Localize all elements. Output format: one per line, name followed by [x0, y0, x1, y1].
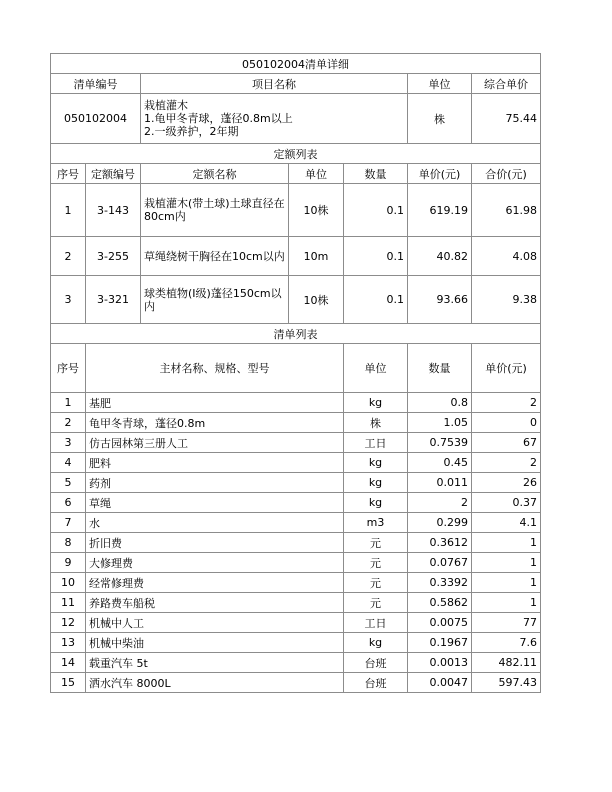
materials-row	[51, 673, 541, 693]
quota-section-title: 定额列表	[51, 144, 541, 164]
materials-cell: 11	[51, 593, 86, 613]
materials-cell: 597.43	[472, 673, 541, 693]
quota-cell: 草绳绕树干胸径在10cm以内	[141, 237, 289, 276]
header-price: 综合单价	[472, 74, 541, 94]
quota-cell: 9.38	[472, 276, 541, 324]
materials-cell: m3	[344, 513, 408, 533]
quota-cell: 0.1	[344, 184, 408, 237]
materials-cell: 1	[51, 393, 86, 413]
materials-cell: 13	[51, 633, 86, 653]
materials-cell: 67	[472, 433, 541, 453]
quota-cell: 2	[51, 237, 86, 276]
materials-cell: 机械中柴油	[86, 633, 344, 653]
quota-header-cell: 合价(元)	[472, 164, 541, 184]
item-unit: 株	[408, 94, 472, 144]
materials-cell: 77	[472, 613, 541, 633]
materials-header-cell: 单位	[344, 344, 408, 393]
materials-cell: 工日	[344, 613, 408, 633]
materials-rows	[51, 393, 541, 693]
quota-cell: 0.1	[344, 276, 408, 324]
materials-row	[51, 513, 541, 533]
quota-cell: 1	[51, 184, 86, 237]
materials-cell: kg	[344, 473, 408, 493]
quota-header-cell: 单价(元)	[408, 164, 472, 184]
materials-header-cell: 单价(元)	[472, 344, 541, 393]
quota-row	[51, 237, 541, 276]
materials-cell: 台班	[344, 653, 408, 673]
materials-cell: 0.0013	[408, 653, 472, 673]
materials-cell: 0.0075	[408, 613, 472, 633]
materials-cell: 1	[472, 573, 541, 593]
header-code: 清单编号	[51, 74, 141, 94]
materials-row	[51, 413, 541, 433]
quota-header-cell: 数量	[344, 164, 408, 184]
materials-cell: 2	[472, 453, 541, 473]
quota-header-row	[51, 164, 541, 184]
materials-cell: 元	[344, 533, 408, 553]
materials-cell: 3	[51, 433, 86, 453]
materials-cell: 载重汽车 5t	[86, 653, 344, 673]
materials-cell: 洒水汽车 8000L	[86, 673, 344, 693]
materials-cell: 10	[51, 573, 86, 593]
table-title: 050102004清单详细	[51, 54, 541, 74]
item-code: 050102004	[51, 94, 141, 144]
quota-cell: 栽植灌木(带土球)土球直径在80cm内	[141, 184, 289, 237]
materials-cell: 0.3612	[408, 533, 472, 553]
quota-row	[51, 184, 541, 237]
materials-cell: 1	[472, 553, 541, 573]
materials-cell: 草绳	[86, 493, 344, 513]
quota-cell: 3-255	[86, 237, 141, 276]
materials-cell: 机械中人工	[86, 613, 344, 633]
materials-cell: 0.011	[408, 473, 472, 493]
materials-cell: 2	[51, 413, 86, 433]
materials-row	[51, 533, 541, 553]
header-name: 项目名称	[141, 74, 408, 94]
materials-cell: kg	[344, 493, 408, 513]
materials-cell: 0.299	[408, 513, 472, 533]
materials-cell: 工日	[344, 433, 408, 453]
materials-cell: 12	[51, 613, 86, 633]
materials-cell: 基肥	[86, 393, 344, 413]
bill-detail-table	[50, 53, 541, 693]
materials-cell: 4.1	[472, 513, 541, 533]
materials-header-cell: 序号	[51, 344, 86, 393]
materials-cell: 株	[344, 413, 408, 433]
quota-cell: 40.82	[408, 237, 472, 276]
materials-row	[51, 493, 541, 513]
materials-cell: 9	[51, 553, 86, 573]
materials-header-cell: 主材名称、规格、型号	[86, 344, 344, 393]
materials-row	[51, 473, 541, 493]
materials-row	[51, 393, 541, 413]
materials-cell: 养路费车船税	[86, 593, 344, 613]
materials-cell: 1	[472, 593, 541, 613]
materials-cell: 1	[472, 533, 541, 553]
quota-cell: 0.1	[344, 237, 408, 276]
materials-cell: 元	[344, 553, 408, 573]
materials-cell: 7	[51, 513, 86, 533]
materials-cell: 2	[408, 493, 472, 513]
materials-cell: 0.8	[408, 393, 472, 413]
quota-cell: 3-321	[86, 276, 141, 324]
materials-cell: 2	[472, 393, 541, 413]
materials-cell: kg	[344, 453, 408, 473]
materials-cell: 0.0047	[408, 673, 472, 693]
materials-cell: 5	[51, 473, 86, 493]
materials-cell: kg	[344, 393, 408, 413]
materials-cell: 经常修理费	[86, 573, 344, 593]
materials-header-cell: 数量	[408, 344, 472, 393]
materials-cell: 4	[51, 453, 86, 473]
materials-cell: 1.05	[408, 413, 472, 433]
quota-cell: 4.08	[472, 237, 541, 276]
quota-header-cell: 定额编号	[86, 164, 141, 184]
materials-section-title: 清单列表	[51, 324, 541, 344]
materials-cell: 元	[344, 573, 408, 593]
quota-row	[51, 276, 541, 324]
materials-cell: 0	[472, 413, 541, 433]
materials-cell: 元	[344, 593, 408, 613]
quota-cell: 10m	[289, 237, 344, 276]
materials-row	[51, 653, 541, 673]
materials-cell: 折旧费	[86, 533, 344, 553]
materials-header-row	[51, 344, 541, 393]
materials-cell: 0.5862	[408, 593, 472, 613]
materials-cell: 仿古园林第三册人工	[86, 433, 344, 453]
quota-cell: 619.19	[408, 184, 472, 237]
materials-row	[51, 553, 541, 573]
materials-row	[51, 433, 541, 453]
quota-header-cell: 序号	[51, 164, 86, 184]
quota-cell: 10株	[289, 276, 344, 324]
quota-header-cell: 单位	[289, 164, 344, 184]
item-price: 75.44	[472, 94, 541, 144]
materials-cell: 0.37	[472, 493, 541, 513]
quota-cell: 球类植物(I级)蓬径150cm以内	[141, 276, 289, 324]
materials-row	[51, 453, 541, 473]
materials-cell: 0.1967	[408, 633, 472, 653]
materials-cell: 0.45	[408, 453, 472, 473]
materials-cell: 8	[51, 533, 86, 553]
header-unit: 单位	[408, 74, 472, 94]
materials-cell: 大修理费	[86, 553, 344, 573]
materials-cell: 药剂	[86, 473, 344, 493]
materials-row	[51, 633, 541, 653]
quota-header-cell: 定额名称	[141, 164, 289, 184]
materials-cell: 26	[472, 473, 541, 493]
materials-cell: 15	[51, 673, 86, 693]
materials-cell: 7.6	[472, 633, 541, 653]
quota-cell: 10株	[289, 184, 344, 237]
materials-cell: 龟甲冬青球，蓬径0.8m	[86, 413, 344, 433]
materials-cell: 0.3392	[408, 573, 472, 593]
materials-cell: 台班	[344, 673, 408, 693]
materials-cell: 482.11	[472, 653, 541, 673]
materials-cell: 0.0767	[408, 553, 472, 573]
materials-cell: 14	[51, 653, 86, 673]
quota-cell: 3-143	[86, 184, 141, 237]
materials-cell: 6	[51, 493, 86, 513]
materials-cell: 0.7539	[408, 433, 472, 453]
item-name: 栽植灌木 1.龟甲冬青球，蓬径0.8m以上 2.一级养护，2年期	[141, 94, 408, 144]
materials-row	[51, 613, 541, 633]
quota-cell: 3	[51, 276, 86, 324]
materials-cell: kg	[344, 633, 408, 653]
quota-cell: 93.66	[408, 276, 472, 324]
materials-row	[51, 593, 541, 613]
materials-row	[51, 573, 541, 593]
quota-cell: 61.98	[472, 184, 541, 237]
materials-cell: 肥料	[86, 453, 344, 473]
materials-cell: 水	[86, 513, 344, 533]
